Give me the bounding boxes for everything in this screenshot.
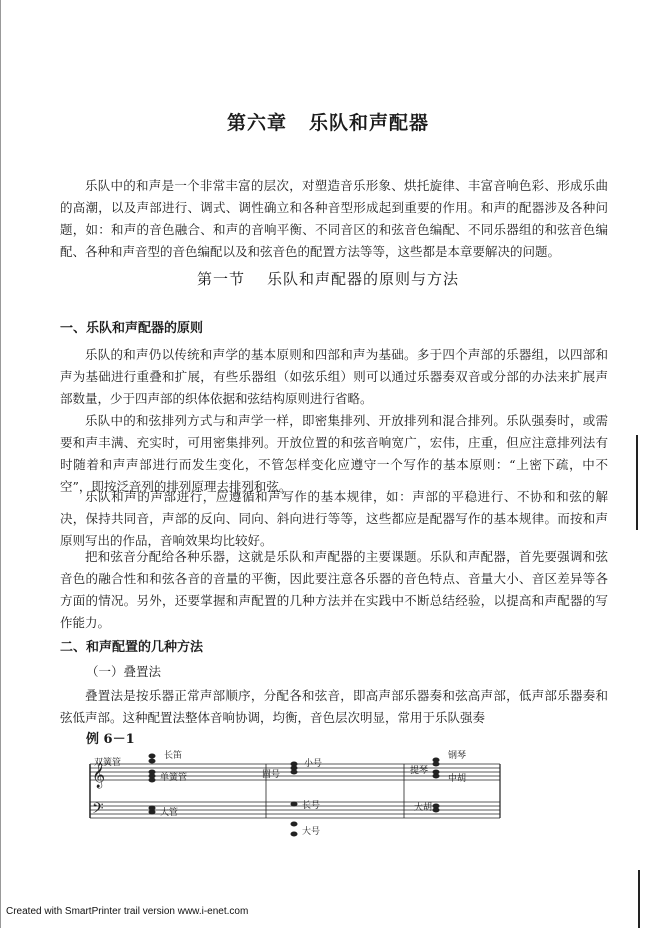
score-label-trumpet: 小号 [304, 759, 323, 769]
body-paragraph: 乐队的和声仍以传统和声学的基本原则和四部和声为基础。多于四个声部的乐器组，以四部和声为基础进行重叠和扩展，有些乐器组（如弦乐组）则可以通过乐器奏双音或分部的办法来扩展声部数量，少于四声部的织体依据和弦结构原则进行省略。 [60, 347, 608, 406]
score-label-flute: 长笛 [164, 751, 183, 761]
score-staff-graphic [86, 744, 504, 844]
music-score-example [86, 744, 504, 844]
svg-text:𝄢: 𝄢 [92, 800, 104, 821]
footer-watermark: Created with SmartPrinter trail version www.i-enet.com [6, 906, 249, 917]
score-label-tuba: 大号 [302, 827, 321, 837]
body-paragraph: 把和弦音分配给各种乐器，这就是乐队和声配器的主要课题。乐队和声配器，首先要强调和弦音色的融合性和和弦各音的音量的平衡，因此要注意各乐器的音色特点、音量大小、音区差异等各方面的情况。另外，还要掌握和声配置的几种方法并在实践中不断总结经验，以提高和声配器的写作能力。 [60, 549, 608, 630]
section-title [0, 268, 656, 289]
example-label: 例 6－1 [86, 732, 135, 747]
score-label-horn: 圆号 [262, 770, 281, 780]
heading-principles: 一、乐队和声配器的原则 [60, 321, 204, 336]
score-label-piano: 钢琴 [448, 751, 467, 761]
chapter-name: 乐队和声配器 [309, 112, 430, 134]
heading-methods: 二、和声配置的几种方法 [60, 640, 204, 655]
score-label-trombone: 长号 [302, 801, 321, 811]
section-number: 第一节 [196, 270, 245, 288]
page-fold-mark [638, 870, 640, 928]
score-label-oboe: 双簧管 [94, 758, 122, 768]
page-edge-line [0, 0, 1, 928]
page-fold-mark [636, 435, 638, 530]
svg-text:𝄞: 𝄞 [92, 763, 106, 788]
body-paragraph: 乐队和声的声部进行，应遵循和声写作的基本规律，如：声部的平稳进行、不协和和弦的解决，保持共同音，声部的反向、同向、斜向进行等等，这些都应是配器写作的基本规律。而按和声原则写出的作品，音响效果均比较好。 [60, 489, 608, 548]
section-name: 乐队和声配器的原则与方法 [267, 270, 460, 288]
score-label-clarinet: 单簧管 [160, 773, 188, 783]
score-label-bassoon: 大管 [160, 808, 179, 818]
chapter-number: 第六章 [226, 112, 287, 134]
body-paragraph: 乐队中的和弦排列方式与和声学一样，即密集排列、开放排列和混合排列。乐队强奏时，或需要和声丰满、充实时，可用密集排列。开放位置的和弦音响宽广，宏伟，庄重，但应注意排列法有时随着和声声部进行而发生变化，不管怎样变化应遵守一个写作的基本原则：“上密下疏，中不空”，即按泛音列的排列原理去排列和弦。 [60, 413, 608, 494]
intro-paragraph: 乐队中的和声是一个非常丰富的层次，对塑造音乐形象、烘托旋律、丰富音响色彩、形成乐曲的高潮，以及声部进行、调式、调性确立和各种音型形成起到重要的作用。和声的配器涉及各种问题，如：和声的音色融合、和声的音响平衡、不同音区的和弦音色编配、不同乐器组的和弦音色编配、各种和声音型的音色编配以及和弦音色的配置方法等等，这些都是本章要解决的问题。 [60, 178, 608, 259]
score-label-dahu: 大胡 [414, 803, 433, 813]
body-paragraph: 叠置法是按乐器正常声部顺序，分配各和弦音，即高声部乐器奏和弦高声部，低声部乐器奏和弦低声部。这种配置法整体音响协调，均衡，音色层次明显，常用于乐队强奏 [60, 688, 608, 725]
score-label-zhonghu: 中胡 [448, 774, 467, 784]
subheading-stacking: （一）叠置法 [86, 664, 162, 679]
score-label-violin: 提琴 [410, 766, 429, 776]
chapter-title [0, 108, 656, 135]
